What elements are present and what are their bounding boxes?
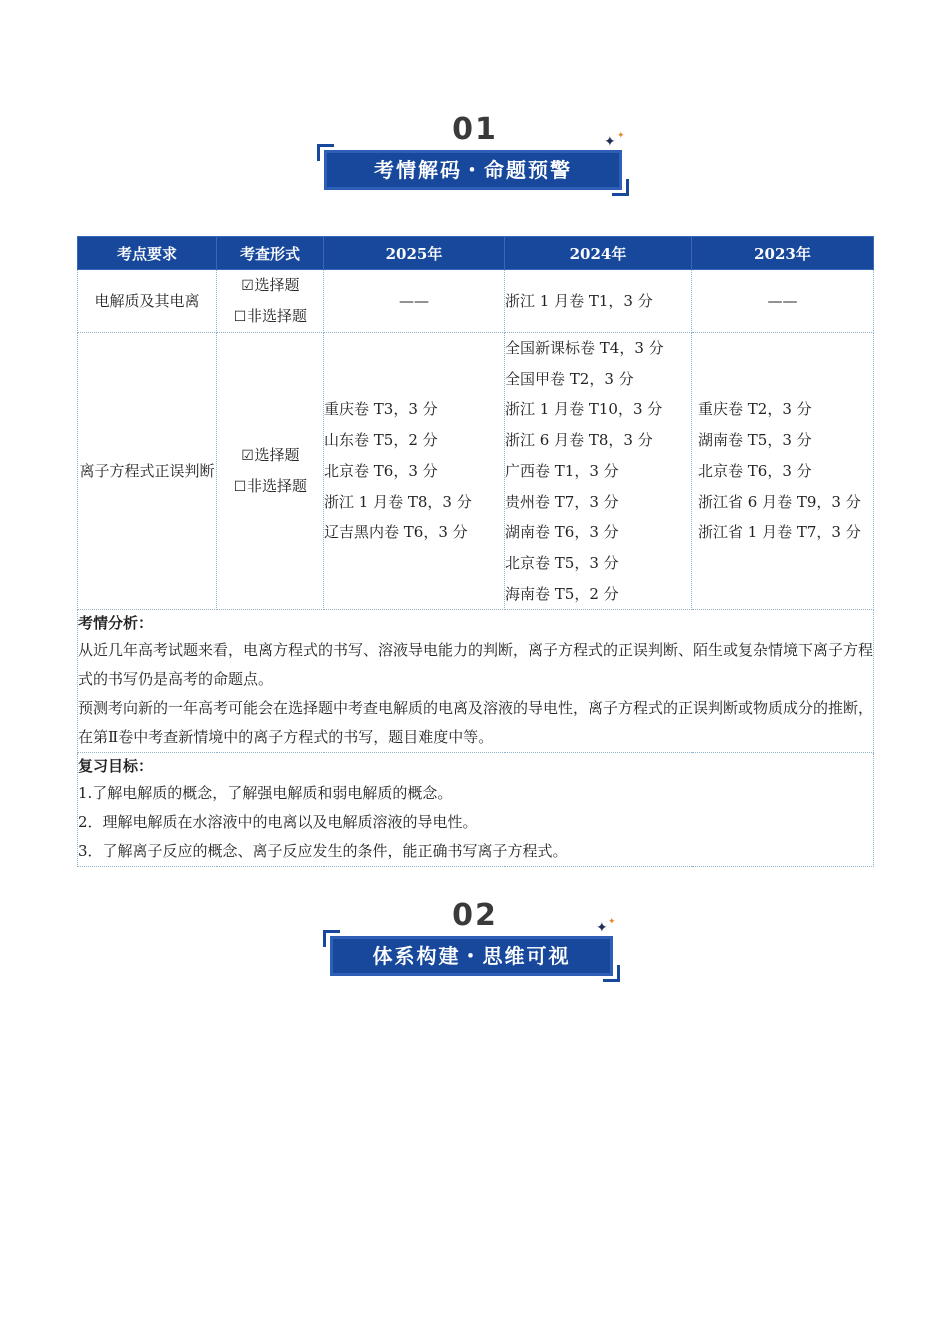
column-header: 考点要求 bbox=[78, 237, 217, 270]
list-item: 海南卷 T5，2 分 bbox=[505, 584, 619, 603]
sparkle-icon: ✦ bbox=[604, 134, 616, 150]
checked-box-icon: ☑ bbox=[241, 278, 254, 294]
goal-item: 3．了解离子反应的概念、离子反应发生的条件，能正确书写离子方程式。 bbox=[78, 842, 568, 861]
section-number: 01 bbox=[452, 112, 498, 147]
list-item: 浙江省 6 月卷 T9，3 分 bbox=[698, 492, 861, 511]
list-item: 重庆卷 T3，3 分 bbox=[324, 400, 438, 419]
format-cell bbox=[217, 333, 324, 610]
list-item: 全国甲卷 T2，3 分 bbox=[505, 369, 634, 388]
format-label: 选择题 bbox=[254, 446, 300, 465]
format-label: 非选择题 bbox=[246, 307, 307, 325]
topic-cell: 电解质及其电离 bbox=[78, 270, 217, 333]
format-label: 非选择题 bbox=[246, 477, 307, 496]
goal-item: 2．理解电解质在水溶液中的电离以及电解质溶液的导电性。 bbox=[78, 813, 478, 832]
list-item: 北京卷 T6，3 分 bbox=[698, 461, 812, 480]
column-header: 2024年 bbox=[505, 237, 692, 270]
section-banner-2 bbox=[0, 896, 950, 986]
column-header: 2025年 bbox=[324, 237, 505, 270]
cell-2024: 浙江 1 月卷 T1，3 分 bbox=[505, 270, 692, 333]
goals-row bbox=[78, 753, 874, 867]
goals-heading: 复习目标： bbox=[78, 757, 154, 776]
cell-2023: —— bbox=[692, 270, 874, 333]
sparkle-icon: ✦ bbox=[596, 920, 608, 936]
column-header: 2023年 bbox=[692, 237, 874, 270]
section-title: 体系构建・思维可视 bbox=[330, 936, 613, 976]
unchecked-box-icon: ☐ bbox=[233, 309, 247, 325]
cell-2025 bbox=[324, 333, 505, 610]
table-row bbox=[78, 270, 874, 333]
goal-item: 1.了解电解质的概念，了解强电解质和弱电解质的概念。 bbox=[78, 784, 453, 803]
list-item: 湖南卷 T6，3 分 bbox=[505, 523, 619, 542]
list-item: 贵州卷 T7，3 分 bbox=[505, 492, 619, 511]
list-item: 山东卷 T5，2 分 bbox=[324, 431, 438, 450]
analysis-cell bbox=[78, 610, 874, 753]
section-number: 02 bbox=[452, 898, 498, 933]
list-item: 辽吉黑内卷 T6，3 分 bbox=[324, 523, 468, 542]
topic-cell: 离子方程式正误判断 bbox=[78, 333, 217, 610]
unchecked-box-icon: ☐ bbox=[233, 479, 247, 496]
list-item: 浙江 1 月卷 T8，3 分 bbox=[324, 492, 472, 511]
sparkle-icon: ✦ bbox=[608, 917, 616, 927]
cell-2024 bbox=[505, 333, 692, 610]
analysis-paragraph: 预测考向新的一年高考可能会在选择题中考查电解质的电离及溶液的导电性，离子方程式的正误判断或物质成分的推断，在第Ⅱ卷中考查新情境中的离子方程式的书写，题目难度中等。 bbox=[78, 699, 874, 747]
cell-2025: —— bbox=[324, 270, 505, 333]
table-row bbox=[78, 333, 874, 610]
list-item: 浙江 6 月卷 T8，3 分 bbox=[505, 431, 653, 450]
list-item: 湖南卷 T5，3 分 bbox=[698, 431, 812, 450]
list-item: 浙江省 1 月卷 T7，3 分 bbox=[698, 523, 861, 542]
list-item: 北京卷 T5，3 分 bbox=[505, 553, 619, 572]
section-title: 考情解码・命题预警 bbox=[324, 150, 622, 190]
format-cell bbox=[217, 270, 324, 333]
analysis-paragraph: 从近几年高考试题来看，电离方程式的书写、溶液导电能力的判断，离子方程式的正误判断、陌生或复杂情境下离子方程式的书写仍是高考的命题点。 bbox=[78, 641, 874, 689]
checked-box-icon: ☑ bbox=[241, 448, 254, 465]
list-item: 全国新课标卷 T4，3 分 bbox=[505, 339, 664, 357]
analysis-heading: 考情分析： bbox=[78, 614, 154, 633]
list-item: 重庆卷 T2，3 分 bbox=[698, 400, 812, 419]
list-item: 北京卷 T6，3 分 bbox=[324, 461, 438, 480]
format-label: 选择题 bbox=[254, 276, 300, 294]
exam-table bbox=[77, 236, 874, 867]
column-header: 考查形式 bbox=[217, 237, 324, 270]
goals-cell bbox=[78, 753, 874, 867]
cell-2023 bbox=[692, 333, 874, 610]
analysis-row bbox=[78, 610, 874, 753]
list-item: 广西卷 T1，3 分 bbox=[505, 461, 619, 480]
list-item: 浙江 1 月卷 T10，3 分 bbox=[505, 400, 663, 419]
section-banner-1 bbox=[0, 110, 950, 200]
table-header-row bbox=[78, 237, 874, 270]
sparkle-icon: ✦ bbox=[617, 131, 625, 141]
